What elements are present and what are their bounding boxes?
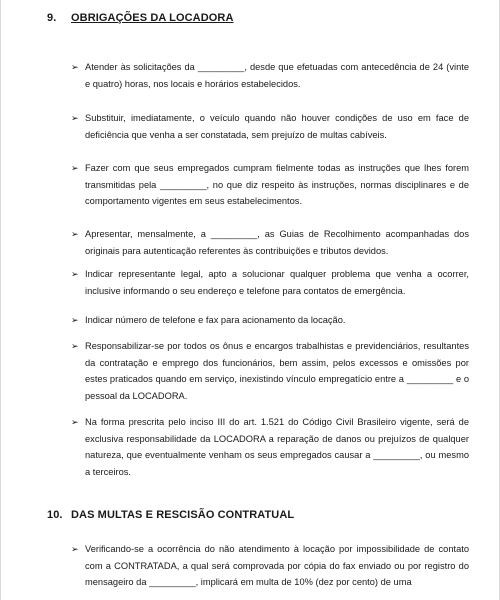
list-item xyxy=(71,414,469,480)
arrowhead-bullet-icon: ➢ xyxy=(71,113,79,123)
list-item-text: Substituir, imediatamente, o veículo quando não houver condições de uso em face de deficiência que venha a ser constatada, sem prejuízo de multas cabíveis. xyxy=(85,113,469,140)
list-item xyxy=(71,160,469,210)
section-number: 9. xyxy=(47,12,57,24)
arrowhead-bullet-icon: ➢ xyxy=(71,315,79,325)
section-heading-10 xyxy=(47,509,294,521)
list-item-text: Na forma prescrita pelo inciso III do art. 1.521 do Código Civil Brasileiro vigente, será de exclusiva responsabilidade da LOCADORA a reparação de danos ou prejuízos de qualquer natureza, que eventualmente venham os seus empregados causar a _________, ou mesmo a terceiros. xyxy=(85,417,469,477)
section-number: 10. xyxy=(47,509,63,521)
list-item xyxy=(71,110,469,143)
arrowhead-bullet-icon: ➢ xyxy=(71,229,79,239)
list-item xyxy=(71,312,469,329)
list-item-text: Verificando-se a ocorrência do não atendimento à locação por impossibilidade de contato com a CONTRATADA, a qual será comprovada por cópia do fax enviado ou por registro do mensageiro da _________, implicará em multa de 10% (dez por cento) de uma xyxy=(85,544,469,587)
arrowhead-bullet-icon: ➢ xyxy=(71,269,79,279)
list-item-text: Fazer com que seus empregados cumpram fielmente todas as instruções que lhes forem transmitidas pela _________, no que diz respeito às instruções, normas disciplinares e de comportamento vigentes em seus estabelecimentos. xyxy=(85,163,469,206)
section-title: OBRIGAÇÕES DA LOCADORA xyxy=(71,12,234,24)
list-item-text: Indicar número de telefone e fax para acionamento da locação. xyxy=(85,315,346,325)
arrowhead-bullet-icon: ➢ xyxy=(71,62,79,72)
list-item xyxy=(71,541,469,591)
list-item-text: Atender às solicitações da _________, desde que efetuadas com antecedência de 24 (vinte e quatro) horas, nos locais e horários estabelecidos. xyxy=(85,62,469,89)
list-item xyxy=(71,266,469,299)
arrowhead-bullet-icon: ➢ xyxy=(71,417,79,427)
arrowhead-bullet-icon: ➢ xyxy=(71,341,79,351)
section-heading-9 xyxy=(47,12,234,24)
list-item-text: Indicar representante legal, apto a solucionar qualquer problema que venha a ocorrer, inclusive informando o seu endereço e telefone para contatos de emergência. xyxy=(85,269,469,296)
list-item xyxy=(71,338,469,404)
list-item-text: Responsabilizar-se por todos os ônus e encargos trabalhistas e previdenciários, resultantes da contratação e emprego dos funcionários, bem assim, pelos excessos e omissões por estes praticados quando em serviço, inexistindo vínculo empregatício entre a _________ e o pessoal da LOCADORA. xyxy=(85,341,469,401)
list-item-text: Apresentar, mensalmente, a _________, as Guias de Recolhimento acompanhadas dos originais para autenticação referentes às contribuições e tributos devidos. xyxy=(85,229,469,256)
list-item xyxy=(71,59,469,92)
arrowhead-bullet-icon: ➢ xyxy=(71,163,79,173)
list-item xyxy=(71,226,469,259)
section-title: DAS MULTAS E RESCISÃO CONTRATUAL xyxy=(71,509,295,521)
arrowhead-bullet-icon: ➢ xyxy=(71,544,79,554)
